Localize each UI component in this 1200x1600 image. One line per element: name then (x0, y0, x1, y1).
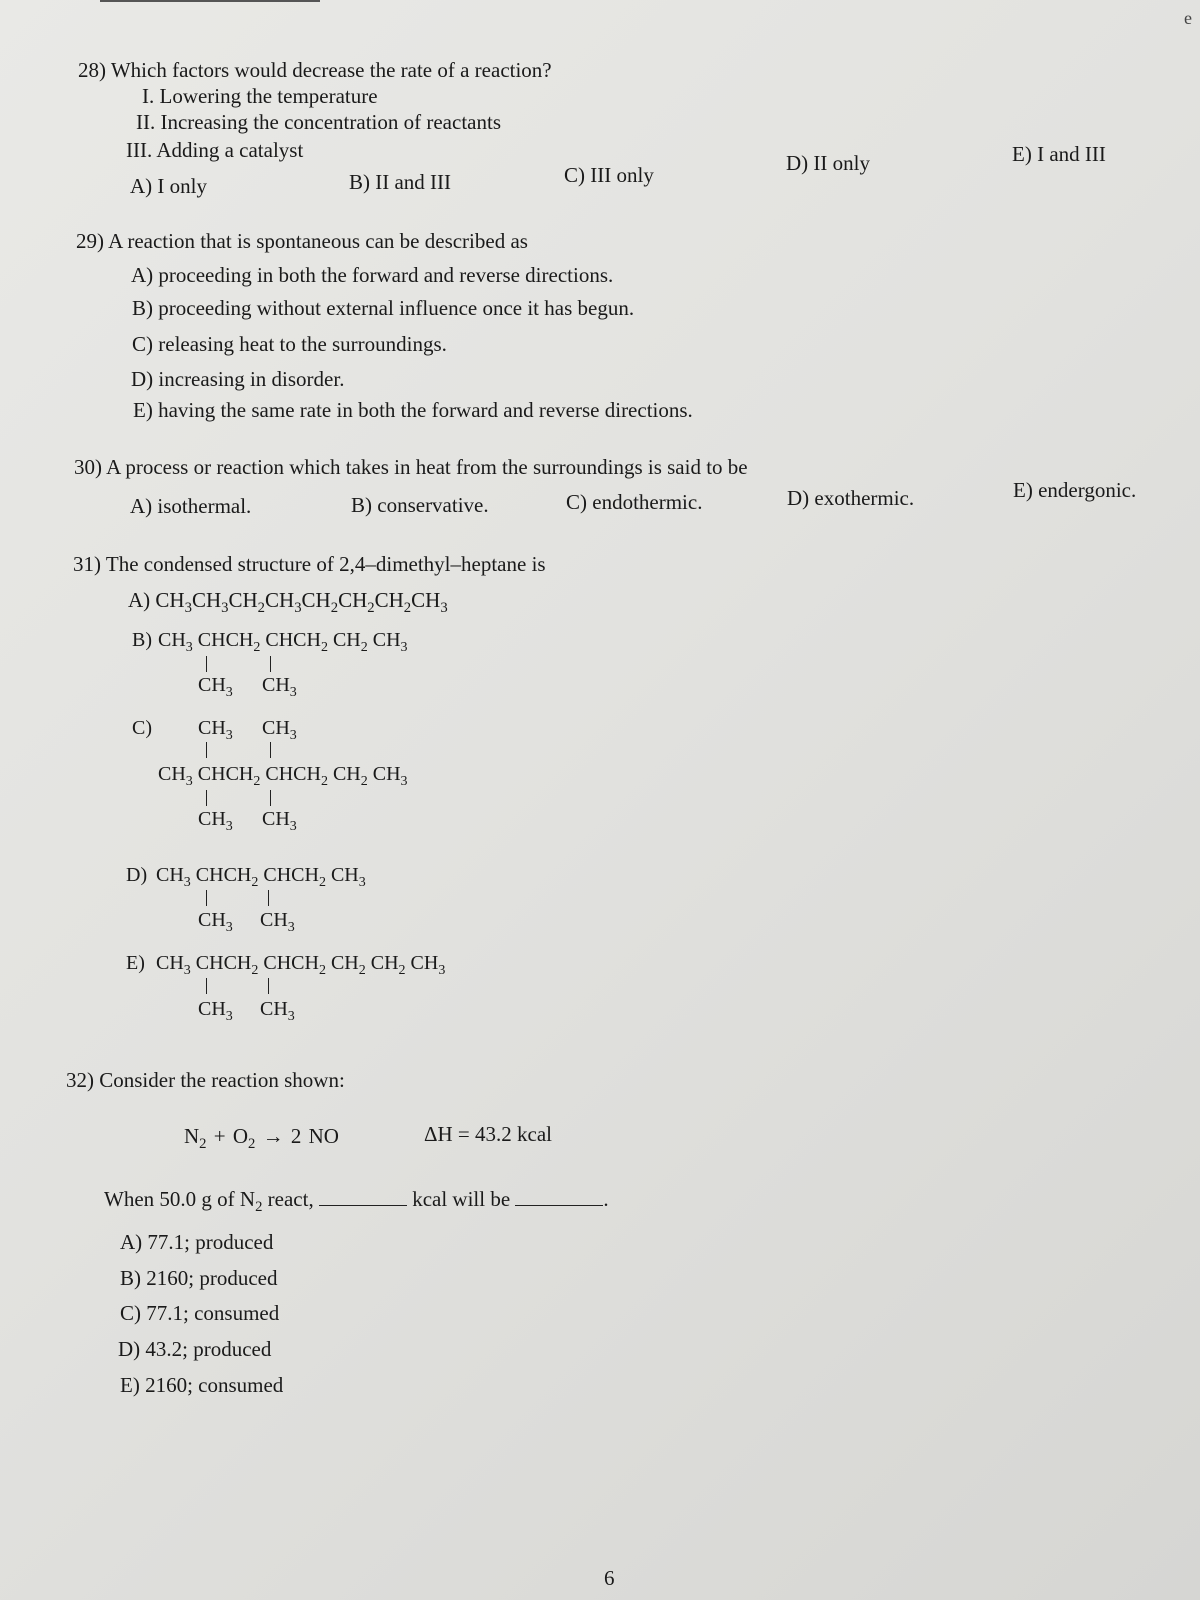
q31-b-label: B) (132, 629, 152, 651)
q31-d-label: D) (126, 864, 148, 886)
q32-prompt (104, 1187, 609, 1216)
q30-choice-c: C) endothermic. (566, 490, 703, 514)
q31-e-sub-1: $CH_3$ (198, 998, 233, 1024)
q29-stem: 29) A reaction that is spontaneous can be described as (76, 229, 528, 253)
q28-item-2: II. Increasing the concentration of reactants (136, 110, 501, 134)
q32-choice-b: B) 2160; produced (120, 1266, 278, 1290)
q31-b-sub-2: $CH_3$ (262, 674, 297, 700)
q32-choice-a: A) 77.1; produced (120, 1230, 274, 1254)
q32-blank-2 (515, 1187, 603, 1206)
q32-prompt-start: When 50.0 g of $N_2$ react, (104, 1187, 314, 1216)
q30-choice-e: E) endergonic. (1013, 478, 1137, 502)
q32-enthalpy: ΔH = 43.2 kcal (424, 1122, 552, 1146)
q32-prompt-end: . (603, 1187, 609, 1211)
q28-choice-a: A) I only (130, 174, 207, 198)
q29-choice-b: B) proceeding without external influence once it has begun. (132, 296, 635, 320)
q31-c-bond-top-2 (270, 742, 271, 758)
q28-stem: 28) Which factors would decrease the rate of a reaction? (78, 58, 552, 82)
q28-choice-c: C) III only (564, 163, 654, 187)
q29-choice-c: C) releasing heat to the surroundings. (132, 332, 447, 356)
q31-d-bond-1 (206, 890, 207, 906)
q30-choice-b: B) conservative. (351, 493, 489, 517)
corner-mark: e (1184, 8, 1192, 28)
q31-b-sub-1: $CH_3$ (198, 674, 233, 700)
q29-choice-d: D) increasing in disorder. (131, 367, 345, 391)
q31-d-bond-2 (268, 890, 269, 906)
q31-c-bond-bottom-1 (206, 790, 207, 806)
q31-c-sub-bottom-2: $CH_3$ (262, 808, 297, 834)
q31-e-sub-2: $CH_3$ (260, 998, 295, 1024)
q31-e-main-chain: $CH_3$ $CHCH_2$ $CHCH_2$ $CH_2$ $CH_2$ $CH_3$ (156, 952, 446, 978)
q31-a-formula: $CH_3CH_3CH_2CH_3CH_2CH_2CH_2CH_3$ (155, 588, 448, 617)
q31-stem: 31) The condensed structure of 2,4–dimethyl–heptane is (73, 552, 546, 576)
top-edge-line (100, 0, 320, 2)
q28-choice-d: D) II only (786, 151, 870, 175)
q31-choice-a (128, 588, 448, 617)
q28-item-1: I. Lowering the temperature (142, 84, 378, 108)
q31-d-main-chain: $CH_3$ $CHCH_2$ $CHCH_2$ $CH_3$ (156, 864, 366, 890)
q30-stem: 30) A process or reaction which takes in heat from the surroundings is said to be (74, 455, 748, 479)
q28-item-3: III. Adding a catalyst (126, 138, 304, 162)
q31-b-main-chain: $CH_3$ $CHCH_2$ $CHCH_2$ $CH_2$ $CH_3$ (158, 629, 408, 655)
q31-e-bond-1 (206, 978, 207, 994)
q29-choice-e: E) having the same rate in both the forward and reverse directions. (133, 398, 693, 422)
q31-e-bond-2 (268, 978, 269, 994)
q31-c-sub-top-1: $CH_3$ (198, 717, 233, 743)
q31-b-bond-2 (270, 656, 271, 672)
q31-c-sub-top-2: $CH_3$ (262, 717, 297, 743)
q31-c-main-chain: $CH_3$ $CHCH_2$ $CHCH_2$ $CH_2$ $CH_3$ (158, 763, 408, 789)
q32-choice-d: D) 43.2; produced (118, 1337, 272, 1361)
q31-b-bond-1 (206, 656, 207, 672)
q31-c-sub-bottom-1: $CH_3$ (198, 808, 233, 834)
q31-c-bond-bottom-2 (270, 790, 271, 806)
q31-a-label: A) (128, 588, 151, 612)
q28-choice-e: E) I and III (1012, 142, 1106, 166)
q31-e-label: E) (126, 952, 145, 974)
q32-blank-1 (319, 1187, 407, 1206)
q32-stem: 32) Consider the reaction shown: (66, 1068, 345, 1092)
q32-choice-e: E) 2160; consumed (120, 1373, 284, 1397)
q31-d-sub-2: $CH_3$ (260, 909, 295, 935)
q32-prompt-middle: kcal will be (412, 1187, 511, 1211)
q28-choice-b: B) II and III (349, 170, 452, 194)
q31-c-bond-top-1 (206, 742, 207, 758)
q32-choice-c: C) 77.1; consumed (120, 1301, 280, 1325)
page-number: 6 (604, 1566, 615, 1590)
q30-choice-a: A) isothermal. (130, 494, 252, 518)
q32-equation: $N_2 + O_2 \to 2$ NO (184, 1124, 339, 1153)
q31-c-label: C) (132, 717, 152, 739)
q29-choice-a: A) proceeding in both the forward and reverse directions. (131, 263, 614, 287)
q30-choice-d: D) exothermic. (787, 486, 915, 510)
q31-d-sub-1: $CH_3$ (198, 909, 233, 935)
